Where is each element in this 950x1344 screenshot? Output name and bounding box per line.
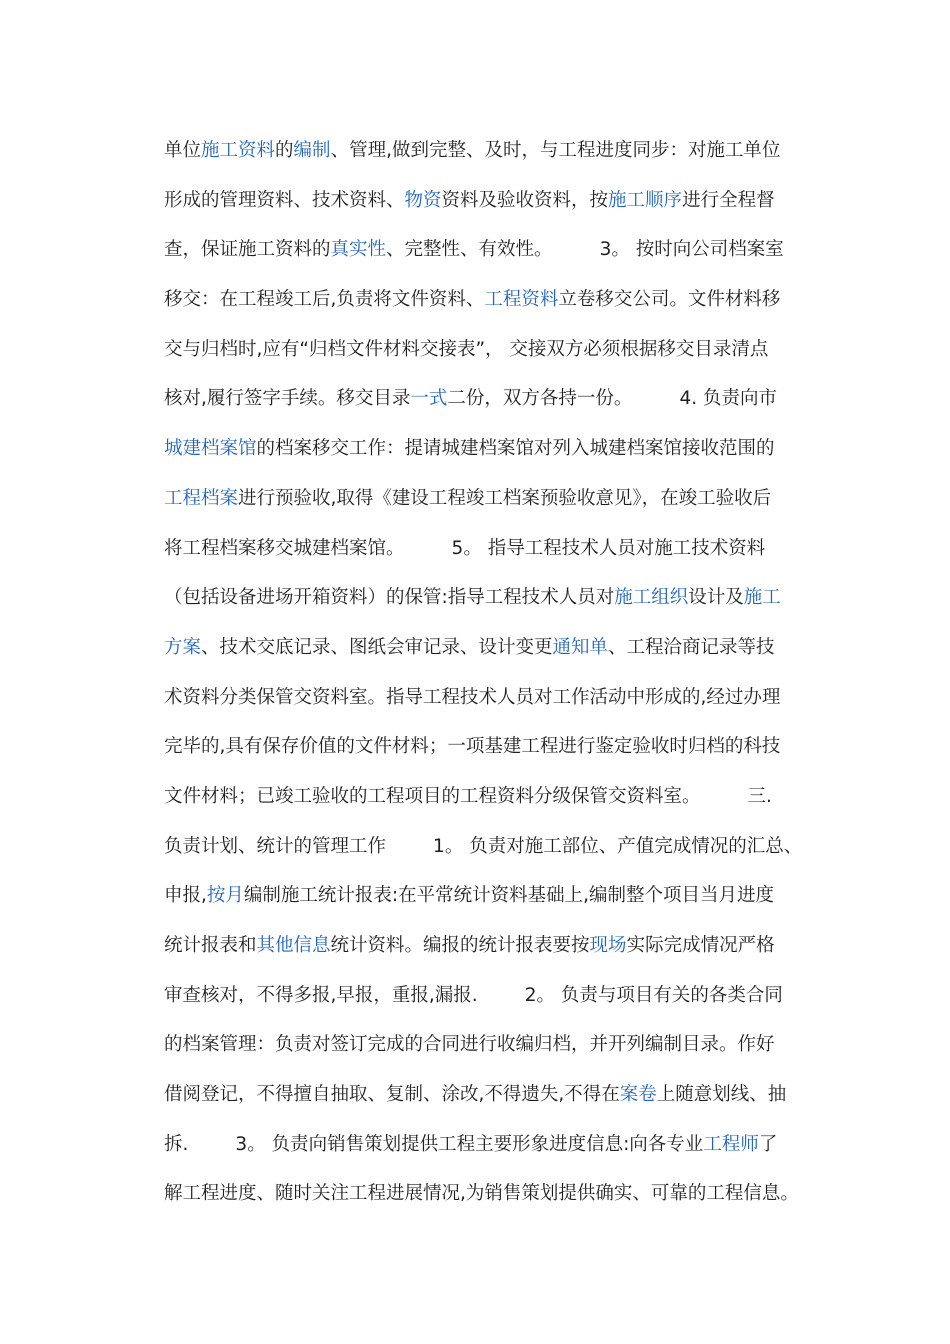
text-line — [164, 126, 814, 176]
text-line — [164, 573, 814, 623]
text-segment: 拆. 3。 负责向销售策划提供工程主要形象进度信息:向各专业 — [164, 1133, 704, 1155]
inline-link[interactable]: 城建档案馆 — [164, 438, 257, 460]
text-segment: 设计及 — [688, 587, 744, 609]
text-segment: 解工程进度、随时关注工程进展情况,为销售策划提供确实、可靠的工程信息。 — [164, 1183, 799, 1205]
text-segment: 移交：在工程竣工后,负责将文件资料、 — [164, 289, 485, 311]
text-segment: 进行全程督 — [682, 189, 775, 211]
text-segment: 、管理,做到完整、及时，与工程进度同步：对施工单位 — [330, 140, 781, 161]
text-segment: 审查核对，不得多报,早报，重报,漏报. 2。 负责与项目有关的各类合同 — [164, 984, 783, 1006]
text-segment: 文件材料；已竣工验收的工程项目的工程资料分级保管交资料室。 三. — [164, 785, 772, 807]
inline-link[interactable]: 案卷 — [619, 1084, 657, 1106]
inline-link[interactable]: 工程资料 — [484, 289, 559, 311]
text-segment: 实际完成情况严格 — [626, 935, 775, 956]
text-segment: 单位 — [164, 140, 202, 161]
text-line — [164, 822, 814, 872]
text-line — [164, 176, 814, 226]
text-segment: 将工程档案移交城建档案馆。 5。 指导工程技术人员对施工技术资料 — [164, 537, 766, 559]
inline-link[interactable]: 工程师 — [703, 1133, 759, 1155]
inline-link[interactable]: 施工组织 — [614, 587, 689, 609]
text-segment: 的档案移交工作：提请城建档案馆对列入城建档案馆接收范围的 — [256, 438, 775, 460]
text-segment: 的 — [275, 140, 294, 161]
text-line — [164, 424, 814, 474]
text-segment: 借阅登记，不得擅自抽取、复制、涂改,不得遗失,不得在 — [164, 1084, 620, 1106]
text-segment: 编制施工统计报表:在平常统计资料基础上,编制整个项目当月进度 — [243, 885, 775, 907]
inline-link[interactable]: 真实性 — [330, 239, 387, 261]
text-segment: 进行预验收,取得《建设工程竣工档案预验收意见》，在竣工验收后 — [238, 487, 772, 509]
text-segment: 上随意划线、抽 — [656, 1084, 787, 1106]
inline-link[interactable]: 施工顺序 — [608, 189, 683, 211]
text-line — [164, 275, 814, 325]
text-line — [164, 225, 814, 275]
text-line — [164, 623, 814, 673]
text-line — [164, 374, 814, 424]
text-line — [164, 772, 814, 822]
text-segment: 形成的管理资料、技术资料、 — [164, 189, 405, 211]
inline-link[interactable]: 现场 — [589, 935, 627, 956]
text-line — [164, 474, 814, 524]
text-segment: 交与归档时,应有“归档文件材料交接表”， 交接双方必须根据移交目录清点 — [164, 338, 769, 360]
text-segment: 查，保证施工资料的 — [164, 239, 331, 261]
text-segment: 统计资料。编报的统计报表要按 — [330, 935, 590, 956]
inline-link[interactable]: 通知单 — [552, 636, 609, 658]
text-segment: 术资料分类保管交资料室。指导工程技术人员对工作活动中形成的,经过办理 — [164, 686, 781, 708]
document-page — [164, 126, 814, 1219]
text-segment: 完毕的,具有保存价值的文件材料；一项基建工程进行鉴定验收时归档的科技 — [164, 736, 781, 758]
text-line — [164, 871, 814, 921]
text-segment: 核对,履行签字手续。移交目录 — [164, 388, 411, 410]
inline-link[interactable]: 编制 — [293, 140, 331, 161]
inline-link[interactable]: 工程档案 — [164, 487, 239, 509]
text-line — [164, 921, 814, 971]
inline-link[interactable]: 施工资料 — [201, 140, 276, 161]
text-segment: 申报, — [164, 885, 207, 907]
text-segment: 、技术交底记录、图纸会审记录、设计变更 — [201, 636, 553, 658]
text-line — [164, 1169, 814, 1219]
inline-link[interactable]: 其他信息 — [256, 935, 331, 956]
inline-link[interactable]: 一式 — [410, 388, 448, 410]
text-segment: 资料及验收资料，按 — [441, 189, 609, 211]
text-line — [164, 971, 814, 1021]
text-line — [164, 1120, 814, 1170]
text-segment: 、完整性、有效性。 3。 按时向公司档案室 — [386, 239, 784, 261]
inline-link[interactable]: 物资 — [404, 189, 442, 211]
inline-link[interactable]: 方案 — [164, 636, 202, 658]
text-line — [164, 722, 814, 772]
inline-link[interactable]: 按月 — [206, 885, 244, 907]
text-line — [164, 325, 814, 375]
text-segment: 负责计划、统计的管理工作 1。 负责对施工部位、产值完成情况的汇总、 — [164, 835, 803, 857]
text-segment: 统计报表和 — [164, 935, 257, 956]
text-line — [164, 673, 814, 723]
text-segment: 了 — [758, 1133, 778, 1155]
text-segment: 二份，双方各持一份。 4. 负责向市 — [447, 388, 777, 410]
text-segment: （包括设备进场开箱资料）的保管:指导工程技术人员对 — [164, 587, 615, 609]
text-segment: 的档案管理：负责对签订完成的合同进行收编归档，并开列编制目录。作好 — [164, 1034, 775, 1056]
inline-link[interactable]: 施工 — [743, 587, 781, 609]
text-segment: 立卷移交公司。文件材料移 — [558, 289, 781, 311]
text-line — [164, 524, 814, 574]
text-line — [164, 1020, 814, 1070]
text-segment: 、工程洽商记录等技 — [608, 636, 775, 658]
text-line — [164, 1070, 814, 1120]
